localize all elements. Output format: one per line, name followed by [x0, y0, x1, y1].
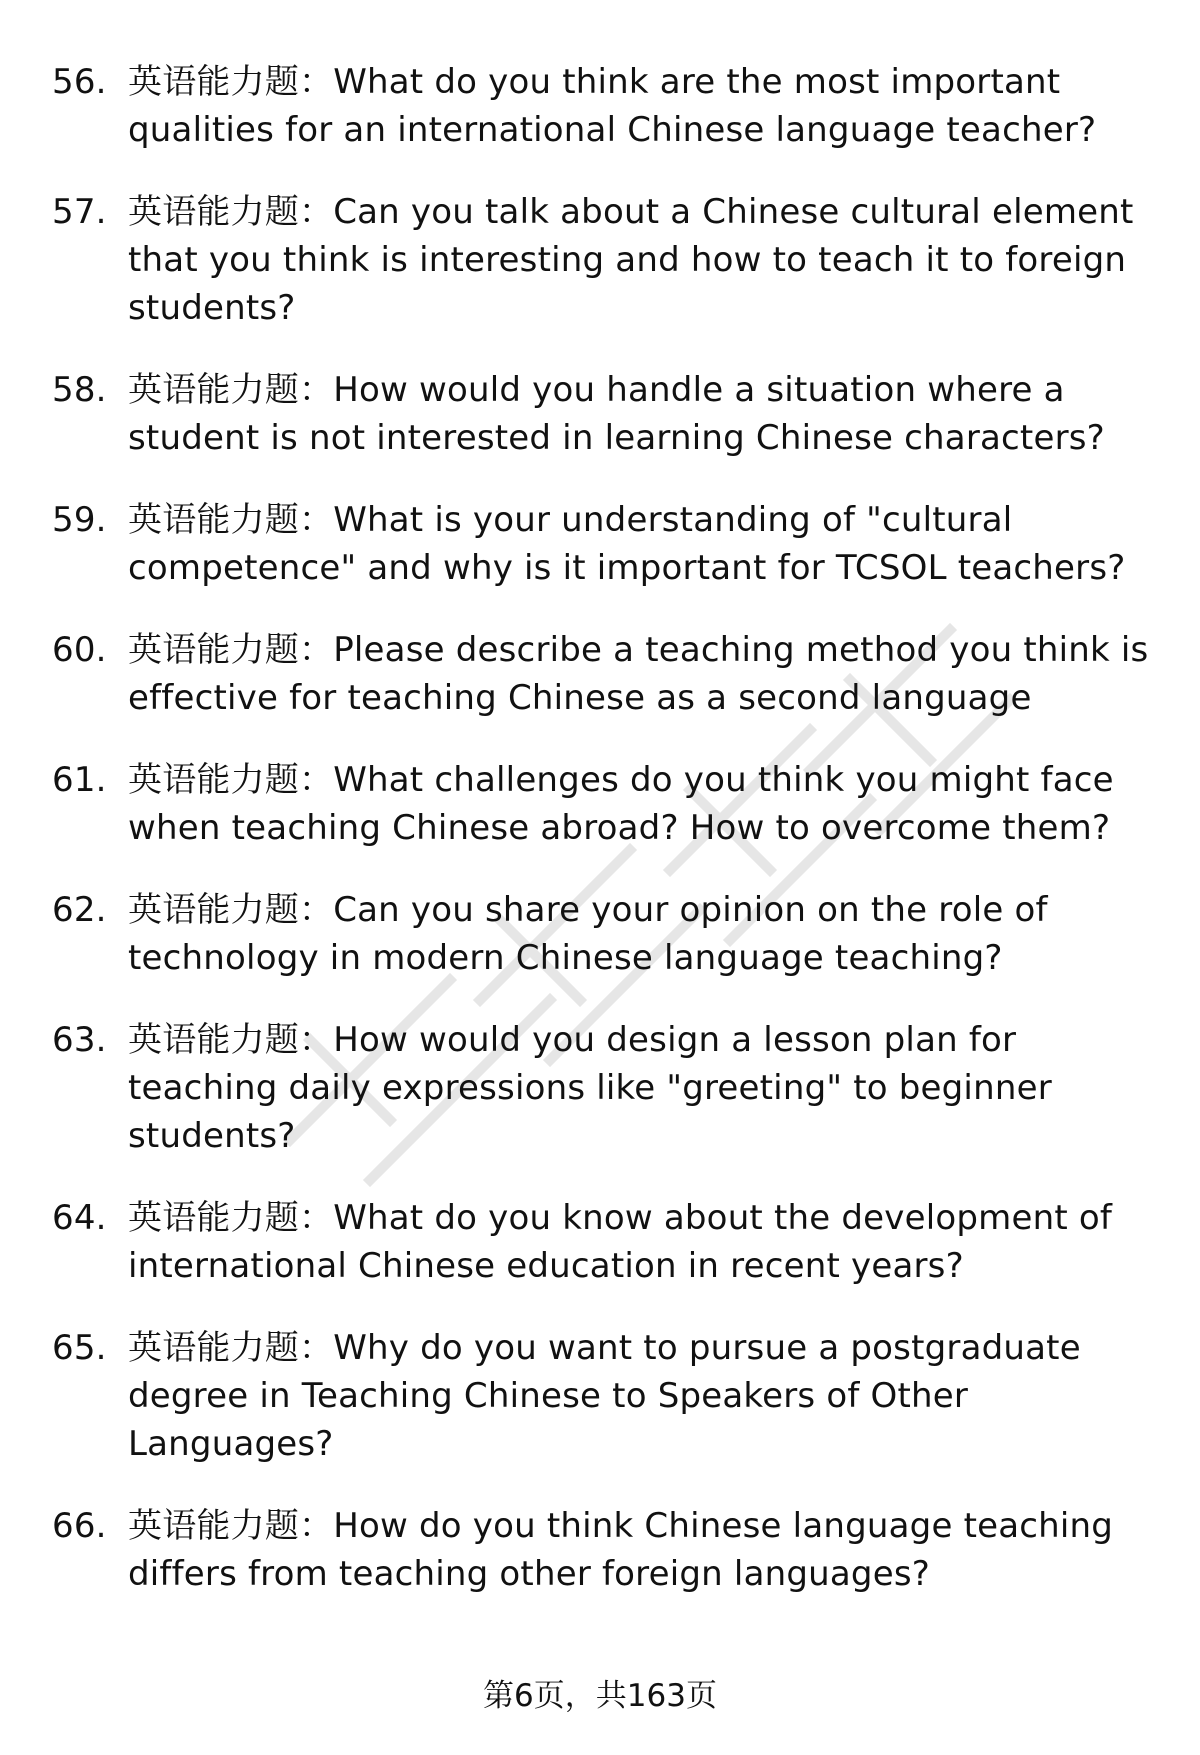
question-item — [52, 496, 1162, 592]
question-number: 64. — [52, 1198, 107, 1238]
question-text: How would you design a lesson plan for teaching daily expressions like "greeting" to beginner students? — [128, 1020, 1052, 1156]
question-body — [128, 626, 1162, 722]
question-text: Can you talk about a Chinese cultural element that you think is interesting and how to teach it to foreign students? — [128, 192, 1134, 328]
question-item — [52, 626, 1162, 722]
question-list — [52, 58, 1162, 1632]
question-body — [128, 496, 1162, 592]
question-category: 英语能力题： — [128, 1506, 334, 1546]
question-category: 英语能力题： — [128, 1020, 334, 1060]
question-body — [128, 366, 1162, 462]
question-category: 英语能力题： — [128, 760, 334, 800]
question-text: What do you think are the most important qualities for an international Chinese language teacher? — [128, 62, 1097, 150]
question-category: 英语能力题： — [128, 370, 334, 410]
question-body — [128, 886, 1162, 982]
question-number: 56. — [52, 62, 107, 102]
question-item — [52, 58, 1162, 154]
page-footer: 第6页，共163页 — [483, 1678, 717, 1714]
question-category: 英语能力题： — [128, 62, 334, 102]
question-item — [52, 366, 1162, 462]
question-body — [128, 188, 1162, 332]
question-text: How do you think Chinese language teaching differs from teaching other foreign languages? — [128, 1506, 1114, 1594]
question-item — [52, 1502, 1162, 1598]
question-number: 57. — [52, 192, 107, 232]
question-body — [128, 58, 1162, 154]
question-number: 58. — [52, 370, 107, 410]
question-category: 英语能力题： — [128, 500, 334, 540]
question-text: What is your understanding of "cultural competence" and why is it important for TCSOL teachers? — [128, 500, 1126, 588]
question-number: 60. — [52, 630, 107, 670]
question-number: 61. — [52, 760, 107, 800]
question-body — [128, 1016, 1162, 1160]
question-category: 英语能力题： — [128, 1328, 334, 1368]
question-item — [52, 756, 1162, 852]
question-item — [52, 1016, 1162, 1160]
question-body — [128, 1194, 1162, 1290]
question-category: 英语能力题： — [128, 890, 334, 930]
question-number: 59. — [52, 500, 107, 540]
question-item — [52, 1324, 1162, 1468]
question-body — [128, 1502, 1162, 1598]
question-number: 62. — [52, 890, 107, 930]
question-text: What do you know about the development of international Chinese education in recent years? — [128, 1198, 1113, 1286]
question-category: 英语能力题： — [128, 1198, 334, 1238]
question-number: 65. — [52, 1328, 107, 1368]
question-text: How would you handle a situation where a student is not interested in learning Chinese characters? — [128, 370, 1105, 458]
question-category: 英语能力题： — [128, 630, 334, 670]
question-text: Can you share your opinion on the role of technology in modern Chinese language teaching? — [128, 890, 1048, 978]
question-item — [52, 886, 1162, 982]
question-number: 63. — [52, 1020, 107, 1060]
question-item — [52, 1194, 1162, 1290]
question-text: Why do you want to pursue a postgraduate degree in Teaching Chinese to Speakers of Other Languages? — [128, 1328, 1081, 1464]
question-category: 英语能力题： — [128, 192, 334, 232]
question-body — [128, 1324, 1162, 1468]
question-number: 66. — [52, 1506, 107, 1546]
question-text: Please describe a teaching method you think is effective for teaching Chinese as a second language — [128, 630, 1149, 718]
question-text: What challenges do you think you might face when teaching Chinese abroad? How to overcome them? — [128, 760, 1114, 848]
question-body — [128, 756, 1162, 852]
question-item — [52, 188, 1162, 332]
